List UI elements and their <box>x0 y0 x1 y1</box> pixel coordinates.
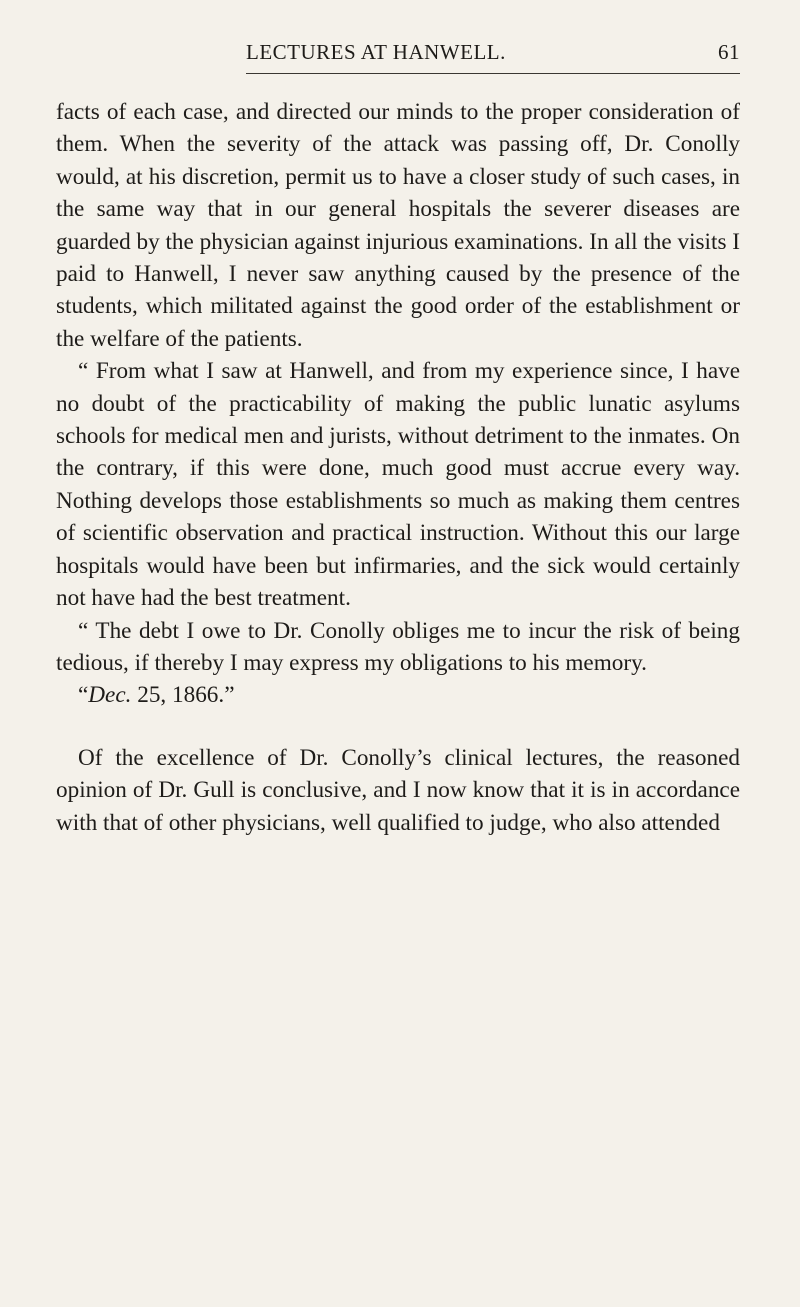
running-head-title: LECTURES AT HANWELL. <box>246 40 506 64</box>
body-text <box>56 96 740 839</box>
paragraph-3: “ The debt I owe to Dr. Conolly obliges me to incur the risk of being tedious, if thereby I may express my obligations to his memory. <box>56 617 740 676</box>
closing-paragraph: Of the excellence of Dr. Conolly’s clinical lectures, the reasoned opinion of Dr. Gull is conclusive, and I now know that it is in accordance with that of other physicians, well qualified to judge, who also attended <box>56 744 740 836</box>
dateline-day-year: 25, 1866.” <box>131 682 235 709</box>
book-page <box>56 40 740 839</box>
paragraph-1: facts of each case, and directed our minds to the proper consideration of them. When the severity of the attack was passing off, Dr. Conolly would, at his discretion, permit us to have a closer study of such cases, in the same way that in our general hospitals the severer diseases are guarded by the physician against injurious examinations. In all the visits I paid to Hanwell, I never saw anything caused by the presence of the students, which militated against the good order of the establishment or the welfare of the patients. <box>56 99 740 352</box>
dateline-month: Dec. <box>88 682 132 709</box>
paragraph-2: “ From what I saw at Hanwell, and from my experience since, I have no doubt of the practicability of making the public lunatic asylums schools for medical men and jurists, without detriment to the inmates. On the contrary, if this were done, much good must accrue every way. Nothing develops those establishments so much as making them centres of scientific observation and practical instruction. Without this our large hospitals would have been but infirmaries, and the sick would certainly not have had the best treatment. <box>56 358 740 612</box>
page-number: 61 <box>718 40 740 64</box>
dateline-open-quote: “ <box>78 682 89 709</box>
running-head <box>246 40 740 74</box>
dateline <box>56 679 740 711</box>
